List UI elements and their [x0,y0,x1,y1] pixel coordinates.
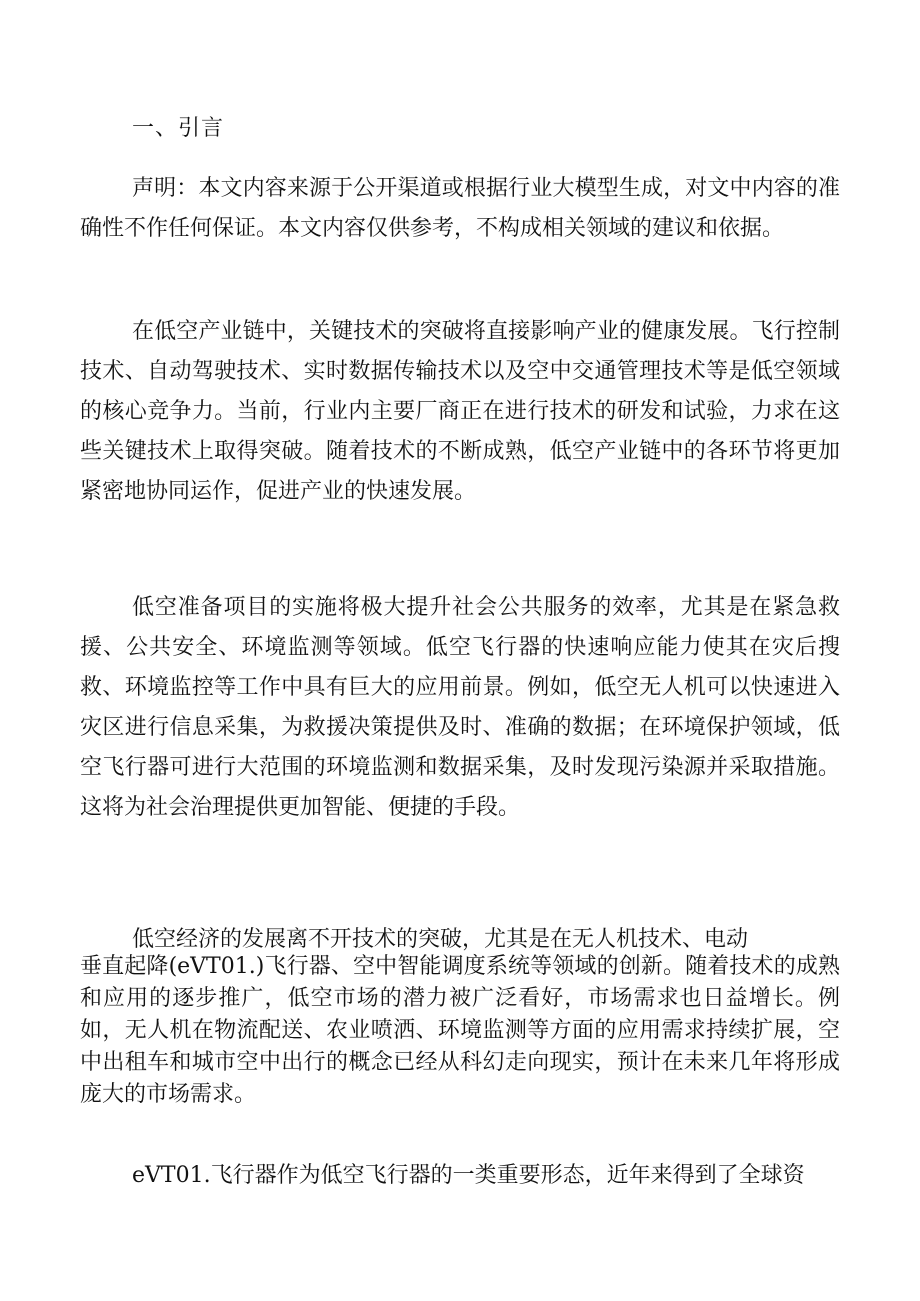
section-heading: 一、引言 [132,116,225,141]
body-paragraph: 低空经济的发展离不开技术的突破，尤其是在无人机技术、电动 [132,927,749,952]
disclaimer-paragraph: 声明：本文内容来源于公开渠道或根据行业大模型生成，对文中内容的准确性不作任何保证。本文内容仅供参考，不构成相关领域的建议和依据。 [80,176,840,241]
body-paragraph: 垂直起降(eVT01.)飞行器、空中智能调度系统等领域的创新。随着技术的成熟和应用的逐步推广，低空市场的潜力被广泛看好，市场需求也日益增长。例如，无人机在物流配送、农业喷洒、环境监测等方面的应用需求持续扩展，空中出租车和城市空中出行的概念已经从科幻走向现实，预计在未来几年将形成庞大的市场需求。 [80,954,840,1107]
body-paragraph: eVT01.飞行器作为低空飞行器的一类重要形态，近年来得到了全球资 [132,1163,805,1188]
body-paragraph: 低空准备项目的实施将极大提升社会公共服务的效率，尤其是在紧急救援、公共安全、环境监测等领域。低空飞行器的快速响应能力使其在灾后搜救、环境监控等工作中具有巨大的应用前景。例如，低空无人机可以快速进入灾区进行信息采集，为救援决策提供及时、准确的数据；在环境保护领域，低空飞行器可进行大范围的环境监测和数据采集，及时发现污染源并采取措施。这将为社会治理提供更加智能、便捷的手段。 [80,595,840,820]
body-paragraph: 在低空产业链中，关键技术的突破将直接影响产业的健康发展。飞行控制技术、自动驾驶技术、实时数据传输技术以及空中交通管理技术等是低空领域的核心竞争力。当前，行业内主要厂商正在进行技术的研发和试验，力求在这些关键技术上取得突破。随着技术的不断成熟，低空产业链中的各环节将更加紧密地协同运作，促进产业的快速发展。 [80,319,840,504]
